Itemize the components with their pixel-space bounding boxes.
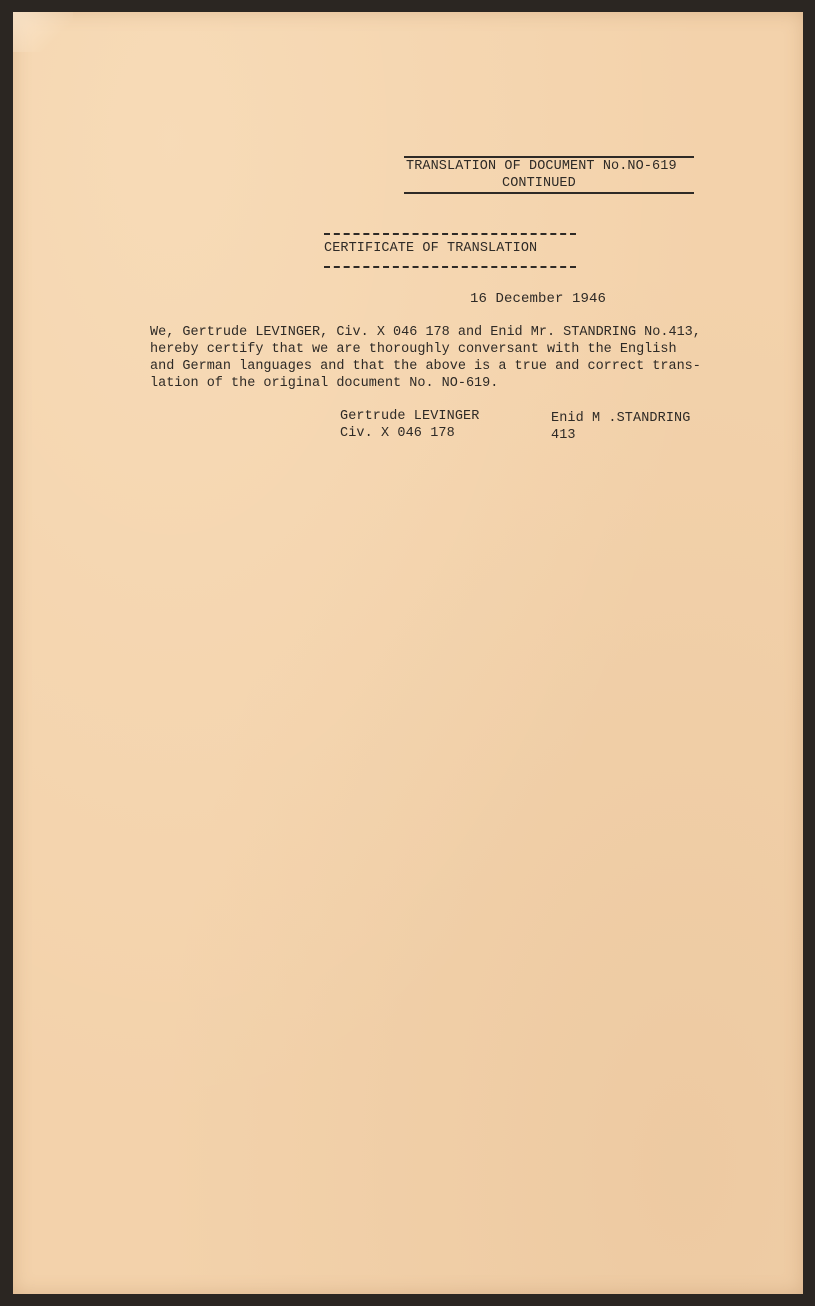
certificate-top-rule xyxy=(324,233,576,235)
document-title: TRANSLATION OF DOCUMENT No.NO-619 xyxy=(406,159,677,174)
document-continued-label: CONTINUED xyxy=(502,176,576,191)
paper-corner-wear xyxy=(13,12,73,52)
signature-right-name: Enid M .STANDRING xyxy=(551,411,691,426)
signature-right-id: 413 xyxy=(551,428,576,443)
certificate-date: 16 December 1946 xyxy=(470,291,607,307)
document-page xyxy=(13,12,803,1294)
certificate-bottom-rule xyxy=(324,266,576,268)
header-top-rule xyxy=(404,156,694,158)
signature-left-id: Civ. X 046 178 xyxy=(340,426,455,441)
header-bottom-rule xyxy=(404,192,694,194)
body-line: and German languages and that the above is a true and correct trans- xyxy=(150,359,701,374)
body-line: We, Gertrude LEVINGER, Civ. X 046 178 and Enid Mr. STANDRING No.413, xyxy=(150,325,701,340)
certificate-body xyxy=(150,324,710,392)
body-line: lation of the original document No. NO-619. xyxy=(150,376,499,391)
body-line: hereby certify that we are thoroughly conversant with the English xyxy=(150,342,677,357)
certificate-heading: CERTIFICATE OF TRANSLATION xyxy=(324,241,538,256)
signature-left-name: Gertrude LEVINGER xyxy=(340,409,480,424)
